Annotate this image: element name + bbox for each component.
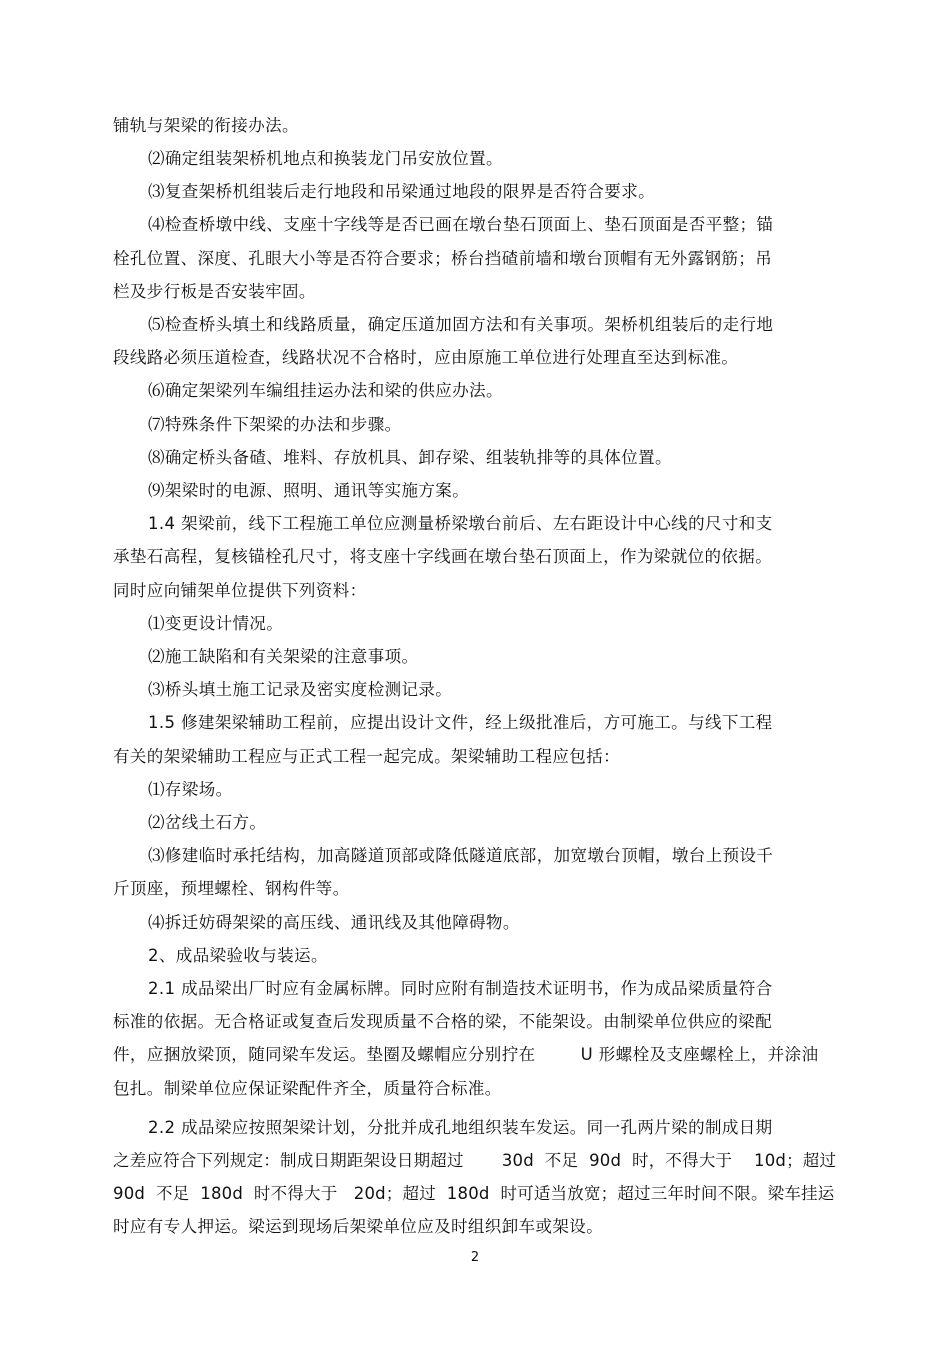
text-line: ⑻确定桥头备碴、堆料、存放机具、卸存梁、组装轨排等的具体位置。 [148, 448, 672, 467]
text-line: 2.1 成品梁出厂时应有金属标牌。同时应附有制造技术证明书，作为成品梁质量符合 [148, 979, 773, 998]
text-line: ⑸检查桥头填土和线路质量，确定压道加固方法和有关事项。架桥机组装后的走行地 [148, 315, 774, 334]
text-line: 斤顶座，预埋螺栓、钢构件等。 [113, 879, 350, 898]
text-line: ⑵施工缺陷和有关架梁的注意事项。 [148, 647, 419, 666]
text-line: 段线路必须压道检查，线路状况不合格时，应由原施工单位进行处理直至达到标准。 [113, 348, 739, 367]
text-line: 包扎。制梁单位应保证梁配件齐全，质量符合标准。 [113, 1079, 502, 1098]
text-line: 之差应符合下列规定：制成日期距架设日期超过 30d 不足 90d 时，不得大于 10d；超过 [113, 1151, 837, 1170]
text-line: 同时应向铺架单位提供下列资料： [113, 581, 367, 600]
text-line: ⑺特殊条件下架梁的办法和步骤。 [148, 415, 402, 434]
text-line: ⑵确定组装架桥机地点和换装龙门吊安放位置。 [148, 149, 503, 168]
text-line: ⑶修建临时承托结构，加高隧道顶部或降低隧道底部，加宽墩台顶帽，墩台上预设千 [148, 846, 774, 865]
text-line: ⑹确定架梁列车编组挂运办法和梁的供应办法。 [148, 381, 503, 400]
section-heading: 2、成品梁验收与装运。 [148, 946, 328, 965]
text-line: 栓孔位置、深度、孔眼大小等是否符合要求；桥台挡碴前墙和墩台顶帽有无外露钢筋；吊 [113, 249, 773, 268]
text-line: 件，应捆放梁顶，随同梁车发运。垫圈及螺帽应分别拧在 U 形螺栓及支座螺栓上，并涂油 [113, 1045, 819, 1064]
text-line: 2.2 成品梁应按照架梁计划，分批并成孔地组织装车发运。同一孔两片梁的制成日期 [148, 1118, 773, 1137]
page-number: 2 [470, 1250, 480, 1265]
text-line: 有关的架梁辅助工程应与正式工程一起完成。架梁辅助工程应包括： [113, 747, 620, 766]
text-line: ⑴变更设计情况。 [148, 614, 284, 633]
text-line: 铺轨与架梁的衔接办法。 [113, 116, 299, 135]
text-line: 1.4 架梁前，线下工程施工单位应测量桥梁墩台前后、左右距设计中心线的尺寸和支 [148, 514, 773, 533]
text-line: 栏及步行板是否安装牢固。 [113, 282, 316, 301]
text-line: 承垫石高程，复核锚栓孔尺寸，将支座十字线画在墩台垫石顶面上，作为梁就位的依据。 [113, 547, 773, 566]
text-line: 标准的依据。无合格证或复查后发现质量不合格的梁，不能架设。由制梁单位供应的梁配 [113, 1012, 773, 1031]
text-line: 90d 不足 180d 时不得大于 20d；超过 180d 时可适当放宽；超过三年时间不限。梁车挂运 [113, 1184, 835, 1203]
text-line: ⑷检查桥墩中线、支座十字线等是否已画在墩台垫石顶面上、垫石顶面是否平整；锚 [148, 215, 774, 234]
text-line: ⑼架梁时的电源、照明、通讯等实施方案。 [148, 481, 470, 500]
text-line: ⑶桥头填土施工记录及密实度检测记录。 [148, 680, 453, 699]
text-line: ⑴存梁场。 [148, 780, 233, 799]
text-line: 1.5 修建架梁辅助工程前，应提出设计文件，经上级批准后，方可施工。与线下工程 [148, 713, 773, 732]
text-line: ⑵岔线土石方。 [148, 813, 267, 832]
text-line: ⑶复查架桥机组装后走行地段和吊梁通过地段的限界是否符合要求。 [148, 182, 655, 201]
text-line: ⑷拆迁妨碍架梁的高压线、通讯线及其他障碍物。 [148, 913, 520, 932]
text-line: 时应有专人押运。梁运到现场后架梁单位应及时组织卸车或架设。 [113, 1217, 604, 1236]
